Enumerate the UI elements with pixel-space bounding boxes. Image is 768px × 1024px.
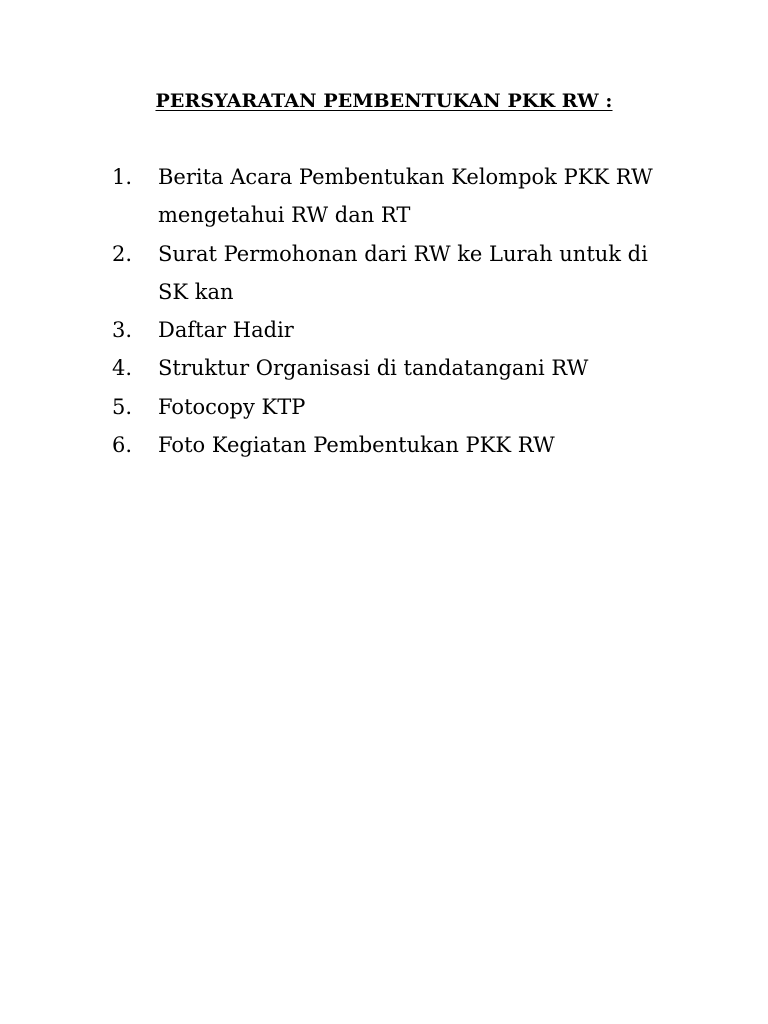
list-item [112, 426, 672, 464]
list-item-text: Foto Kegiatan Pembentukan PKK RW [158, 433, 555, 458]
list-item [112, 349, 672, 387]
list-item-number: 1. [112, 165, 133, 189]
list-item-text: Surat Permohonan dari RW ke Lurah untuk di SK kan [158, 241, 648, 304]
document-title: PERSYARATAN PEMBENTUKAN PKK RW : [155, 90, 613, 112]
list-item-text: Fotocopy KTP [158, 394, 306, 419]
requirements-list [112, 158, 672, 464]
list-item-text: Daftar Hadir [158, 318, 294, 343]
list-item [112, 388, 672, 426]
list-item-number: 4. [112, 356, 133, 381]
list-item [112, 311, 672, 349]
list-item-text: Berita Acara Pembentukan Kelompok PKK RW mengetahui RW dan RT [158, 165, 653, 228]
list-item-number: 5. [112, 394, 133, 419]
list-item-text: Struktur Organisasi di tandatangani RW [158, 356, 589, 381]
list-item [112, 235, 672, 312]
list-item-number: 2. [112, 241, 133, 266]
list-item-number: 6. [112, 433, 133, 458]
list-item-number: 3. [112, 318, 133, 343]
list-item [112, 158, 672, 235]
